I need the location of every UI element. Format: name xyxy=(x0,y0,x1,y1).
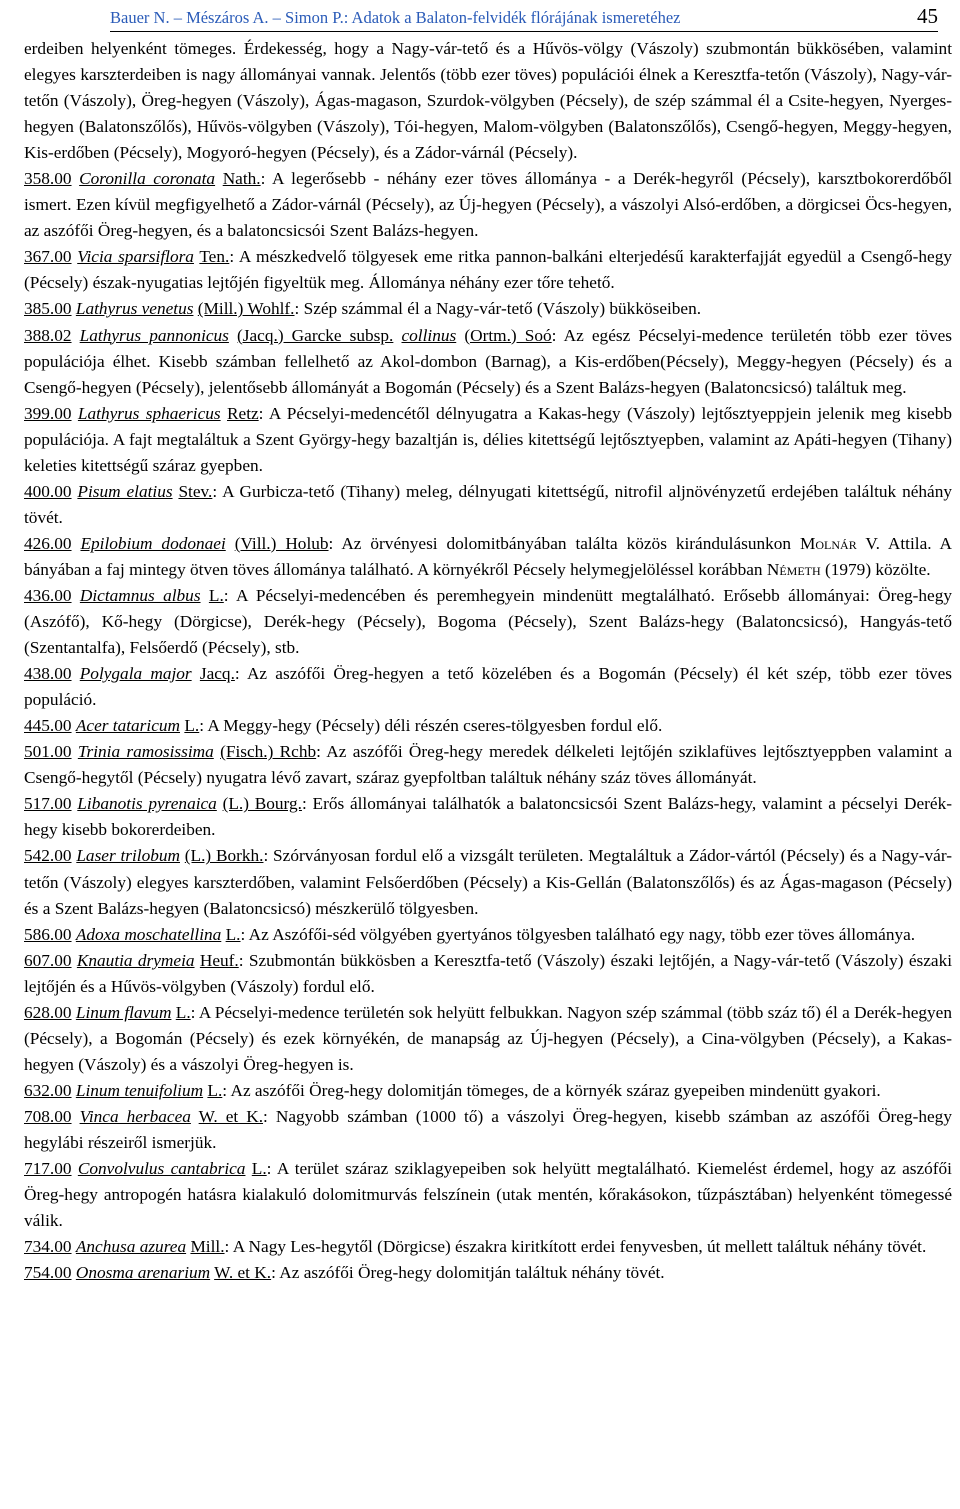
entry-number: 607.00 xyxy=(24,950,72,970)
species-author: W. et K. xyxy=(214,1263,272,1283)
entry-number: 436.00 xyxy=(24,585,72,605)
species-entry xyxy=(24,843,952,921)
species-entry xyxy=(24,1078,952,1104)
species-entry xyxy=(24,166,952,244)
entry-number: 754.00 xyxy=(24,1263,72,1283)
entry-number: 445.00 xyxy=(24,716,72,736)
entry-number: 517.00 xyxy=(24,794,72,814)
entry-text: : Az aszófői Öreg-hegy meredek délkeleti lejtőjén sziklafüves lejtősztyeppben valamint a Csengő-hegytől (Pécsely) nyugatra lévő zavart, száraz gyepfoltban találtuk néhány száz töves állományát. xyxy=(24,742,952,788)
entry-text: (1979) közölte. xyxy=(820,559,931,579)
species-name: Epilobium dodonaei xyxy=(80,533,226,553)
species-name: Laser trilobum xyxy=(76,846,180,866)
species-author: (Mill.) Wohlf. xyxy=(197,299,295,319)
entry-text: : Szórványosan fordul elő a vizsgált területen. Megtaláltuk a Zádor-vártól (Pécsely) és a Nagy-vár-tetőn (Vászoly) elegyes karszterdőben, valamint Felsőerdőben (Pécsely) a Kis-Gellán (Balatonszőlős) és az Ágas-magason (Pécsely) és a Szent Balázs-hegyen (Balatoncsicsó) mészkerülő tölgyesben. xyxy=(24,846,952,918)
entry-text: : A mészkedvelő tölgyesek eme ritka pannon-balkáni elterjedésű karakterfajját egyedül a Csengő-hegy (Pécsely) észak-nyugatias lejtőjén figyeltük meg. Állománya néhány ezer tőre tehető. xyxy=(24,247,953,293)
species-entry xyxy=(24,1104,952,1156)
species-entry xyxy=(24,713,952,739)
species-name: Lathyrus pannonicus xyxy=(79,325,229,345)
entry-text: : Nagyobb számban (1000 tő) a vászolyi Öreg-hegyen, kisebb számban az aszófői Öreg-hegy hegylábi részeiről ismerjük. xyxy=(24,1106,952,1152)
species-entry xyxy=(24,296,952,322)
entry-text: : Az aszófői Öreg-hegy dolomitján tömeges, de a környék száraz gyepeiben mindenütt gyakori. xyxy=(222,1080,881,1100)
species-name: Lathyrus venetus xyxy=(75,299,194,319)
species-name: Convolvulus cantabrica xyxy=(77,1159,246,1179)
entry-number: 708.00 xyxy=(24,1106,72,1126)
species-name: Lathyrus sphaericus xyxy=(77,403,221,423)
species-entries xyxy=(24,166,952,1286)
species-entry xyxy=(24,1260,952,1286)
entry-text: : Az aszófői Öreg-hegy dolomitján találtuk néhány tövét. xyxy=(271,1263,665,1283)
species-entry xyxy=(24,739,952,791)
species-name: Acer tataricum xyxy=(75,716,181,736)
species-name: Adoxa moschatellina xyxy=(75,924,222,944)
entry-number: 717.00 xyxy=(24,1159,72,1179)
entry-number: 586.00 xyxy=(24,924,72,944)
species-entry xyxy=(24,948,952,1000)
header-rule xyxy=(110,31,938,32)
entry-text: : Az egész Pécselyi-medence területén több ezer töves populációja élhet. Kisebb számban fellelhető az Akol-dombon (Barnag), a Kis-erdőben(Pécsely), Meggy-hegyen (Pécsely) és a Csengő-hegyen (Pécsely), jelentősebb állományát a Bogomán (Pécsely) és a Szent Balázs-hegyen (Balatoncsicsó) találtuk meg. xyxy=(24,325,952,397)
species-author: Jacq. xyxy=(199,664,235,684)
species-author: (L.) Borkh. xyxy=(184,846,264,866)
species-name: Libanotis pyrenaica xyxy=(77,794,217,814)
entry-text: : A Meggy-hegy (Pécsely) déli részén cseres-tölgyesben fordul elő. xyxy=(199,716,663,736)
species-name: Vinca herbacea xyxy=(79,1106,191,1126)
species-author: (Fisch.) Rchb xyxy=(220,742,317,762)
species-entry xyxy=(24,583,952,661)
entry-text: : Az aszófői Öreg-hegyen a tető közelében és a Bogomán (Pécsely) él két szép, több ezer töves populáció. xyxy=(24,664,953,710)
entry-text: : Szép számmal él a Nagy-vár-tető (Vászoly) bükköseiben. xyxy=(294,299,702,319)
species-name: Linum flavum xyxy=(75,1002,172,1022)
running-title: Bauer N. – Mészáros A. – Simon P.: Adatok a Balaton-felvidék flórájának ismeretéhez xyxy=(110,8,681,27)
species-author: Retz xyxy=(227,403,259,423)
page-number: 45 xyxy=(917,4,938,28)
species-author: (L.) Bourg. xyxy=(222,794,302,814)
species-name: Linum tenuifolium xyxy=(75,1080,204,1100)
page-header xyxy=(110,4,938,31)
species-author: (Vill.) Holub xyxy=(234,533,329,553)
entry-text: : A Nagy Les-hegytől (Dörgicse) északra kiritkított erdei fenyvesben, út mellett találtuk néhány tövét. xyxy=(224,1237,927,1257)
species-name: Pisum elatius xyxy=(77,481,173,501)
entry-text: : Erős állományai találhatók a balatoncsicsói Szent Balázs-hegy, valamint a pécselyi Derék-hegy kisebb bokorerdeiben. xyxy=(24,794,952,840)
entry-number: 367.00 xyxy=(24,247,72,267)
entry-number: 734.00 xyxy=(24,1237,72,1257)
species-entry xyxy=(24,479,952,531)
entry-text: V. Attila. A bányában a faj mintegy ötven töves állománya található. A környékről Pécsely helymegjelöléssel korábban xyxy=(24,533,953,579)
entry-text: : Szubmontán bükkösben a Keresztfa-tető (Vászoly) északi lejtőjén, a Nagy-vár-tető (Vászoly) északi lejtőjén és a Hűvös-völgyben (Vászoly) fordul elő. xyxy=(24,950,953,996)
species-entry xyxy=(24,323,952,401)
species-name: Trinia ramosissima xyxy=(77,742,214,762)
species-entry xyxy=(24,531,952,583)
species-name: Vicia sparsiflora xyxy=(77,247,194,267)
species-author: L. xyxy=(251,1159,267,1179)
species-entry xyxy=(24,1000,952,1078)
entry-number: 400.00 xyxy=(24,481,72,501)
person-name: Molnár xyxy=(800,533,857,553)
species-entry xyxy=(24,244,952,296)
entry-number: 385.00 xyxy=(24,299,72,319)
species-name: Polygala major xyxy=(79,664,192,684)
species-author: Mill. xyxy=(190,1237,225,1257)
entry-text: : Az örvényesi dolomitbányában találta közös kirándulásunkon xyxy=(328,533,800,553)
entry-number: 388.02 xyxy=(24,325,72,345)
species-entry xyxy=(24,791,952,843)
species-author: L. xyxy=(208,585,224,605)
species-author: L. xyxy=(184,716,200,736)
species-entry xyxy=(24,1234,952,1260)
entry-text: : A terület száraz sziklagyepeiben sok helyütt megtalálható. Kiemelést érdemel, hogy az aszófői Öreg-hegy antropogén hatásra kialakuló dolomitmurvás felszínein (utak mentén, kőrakásokon, tűzpásztában) helyenként tömegessé válik. xyxy=(24,1159,952,1231)
entry-number: 542.00 xyxy=(24,846,72,866)
species-author: Heuf. xyxy=(199,950,239,970)
species-author: L. xyxy=(207,1080,223,1100)
subspecies-author: (Ortm.) Soó xyxy=(464,325,552,345)
species-entry xyxy=(24,1156,952,1234)
entry-text: : A Pécselyi-medence területén sok helyütt felbukkan. Nagyon szép számmal (több száz tő) él a Derék-hegyen (Pécsely), a Bogomán (Pécsely) és ezek környékén, de manapság az Új-hegyen (Pécsely), a Cina-völgyben (Pécsely), a Kakas-hegyen (Vászoly) és a vászolyi Öreg-hegyen is. xyxy=(24,1002,952,1074)
species-author: Ten. xyxy=(199,247,230,267)
entry-text: : A Pécselyi-medencétől délnyugatra a Kakas-hegy (Vászoly) lejtősztyeppjein jelenik meg kisebb populációja. A fajt megtaláltuk a Szent György-hegy bazaltján is, délies kitettségű lejtősztyepben, valamint az Apáti-hegyen (Tihany) keleties kitettségű száraz gyepben. xyxy=(24,403,952,475)
entry-number: 628.00 xyxy=(24,1002,72,1022)
entry-number: 632.00 xyxy=(24,1080,72,1100)
species-author: Nath. xyxy=(222,169,261,189)
entry-text: : Az Aszófői-séd völgyében gyertyános tölgyesben található egy nagy, több ezer töves állománya. xyxy=(240,924,916,944)
species-name: Onosma arenarium xyxy=(75,1263,211,1283)
entry-number: 426.00 xyxy=(24,533,72,553)
species-name: Knautia drymeia xyxy=(76,950,195,970)
entry-number: 399.00 xyxy=(24,403,72,423)
species-entry xyxy=(24,922,952,948)
subspecies-name: collinus xyxy=(401,325,457,345)
species-name: Coronilla coronata xyxy=(79,169,216,189)
species-author: Stev. xyxy=(178,481,213,501)
entry-number: 358.00 xyxy=(24,169,72,189)
entry-text: : A Gurbicza-tető (Tihany) meleg, délnyugati kitettségű, nitrofil aljnövényzetű erdejében találtuk néhány tövét. xyxy=(24,481,952,527)
species-author: L. xyxy=(175,1002,191,1022)
person-name: Németh xyxy=(766,559,821,579)
species-author: W. et K. xyxy=(198,1106,264,1126)
entry-number: 438.00 xyxy=(24,664,72,684)
species-entry xyxy=(24,661,952,713)
entry-number: 501.00 xyxy=(24,742,72,762)
intro-paragraph: erdeiben helyenként tömeges. Érdekesség, hogy a Nagy-vár-tető és a Hűvös-völgy (Vászoly) szubmontán bükkösében, valamint elegyes karszterdeiben is nagy állományai vannak. Jelentős (több ezer töves) populációi élnek a Keresztfa-tetőn (Vászoly), Nagy-vár-tetőn (Vászoly), Öreg-hegyen (Vászoly), Ágas-magason, Szurdok-völgyben (Pécsely), de szép számmal él a Csite-hegyen, Nyerges-hegyen (Balatonszőlős), Hűvös-völgyben (Vászoly), Tói-hegyen, Malom-völgyben (Balatonszőlős), Csengő-hegyen, Meggy-hegyen, Kis-erdőben (Pécsely), Mogyoró-hegyen (Pécsely), és a Zádor-várnál (Pécsely). xyxy=(24,39,952,163)
entry-text: : A legerősebb - néhány ezer töves állománya - a Derék-hegyről (Pécsely), karsztbokorerdőből ismert. Ezen kívül megfigyelhető a Zádor-várnál (Pécsely), az Új-hegyen (Pécsely), a vászolyi Alsó-erdőben, a dörgicsei Öcs-hegyen, az aszófői Öreg-hegyen, és a balatoncsicsói Szent Balázs-hegyen. xyxy=(24,169,953,241)
species-author: L. xyxy=(225,924,241,944)
species-entry xyxy=(24,401,952,479)
document-body xyxy=(24,36,952,1286)
species-author: (Jacq.) Garcke subsp. xyxy=(237,325,394,345)
species-name: Anchusa azurea xyxy=(75,1237,187,1257)
entry-text: : A Pécselyi-medencében és peremhegyein mindenütt megtalálható. Erősebb állományai: Öreg-hegy (Aszófő), Kő-hegy (Dörgicse), Derék-hegy (Pécsely), Bogoma (Pécsely), Szent Balázs-hegy (Balatoncsicsó), Hangyás-tető (Szentantalfa), Felsőerdő (Pécsely), stb. xyxy=(24,585,952,658)
species-name: Dictamnus albus xyxy=(79,585,201,605)
